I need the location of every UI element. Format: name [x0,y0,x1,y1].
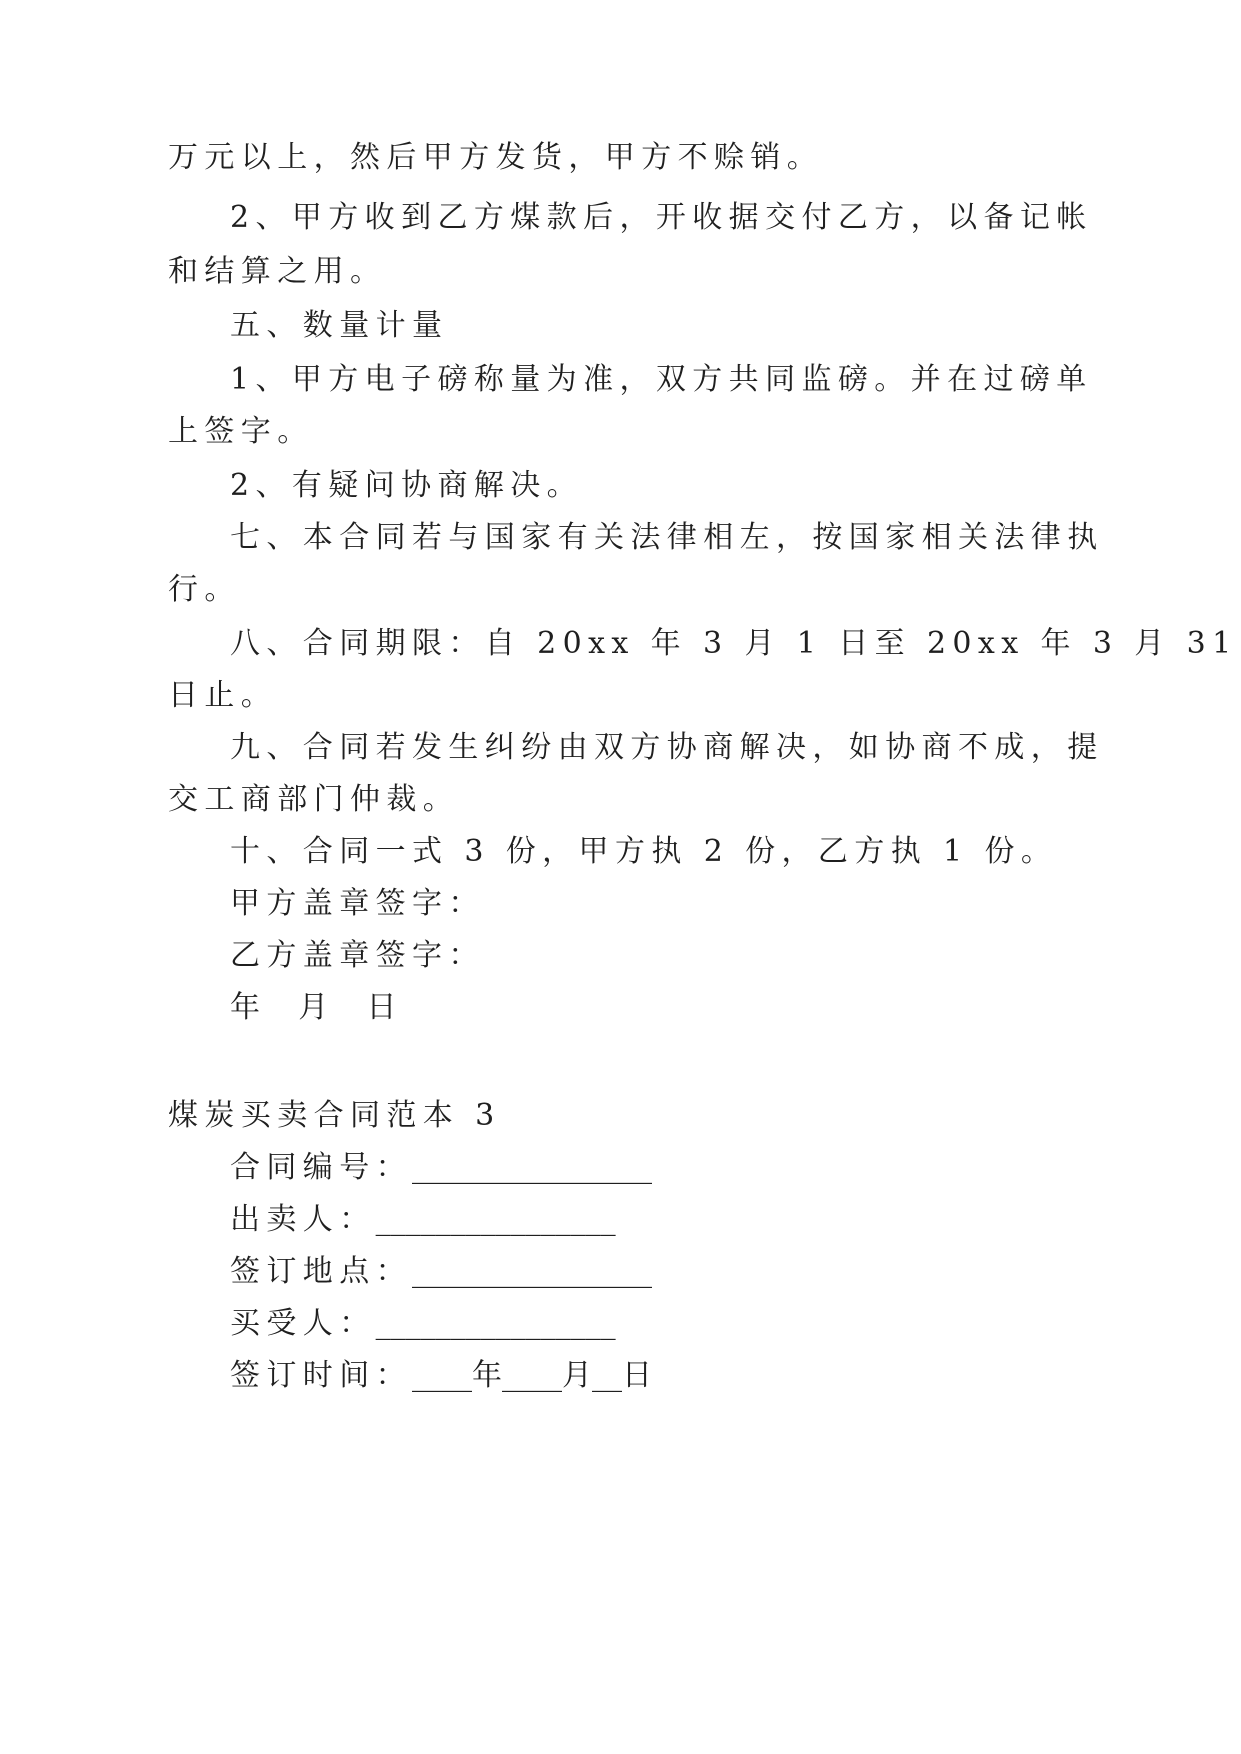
text-line: 上签字。 [168,414,314,449]
field-label: 签订时间： [230,1358,412,1393]
text-line: 万元以上，然后甲方发货，甲方不赊销。 [168,140,824,175]
seller-field [230,1200,616,1240]
field-blank: ________________ [412,1254,652,1289]
field-label: 买受人： [230,1306,376,1341]
text-line: 七、本合同若与国家有关法律相左，按国家相关法律执 [230,520,1104,555]
field-blank: ____年____月__日 [412,1358,652,1393]
field-label: 出卖人： [230,1202,376,1237]
signing-place-field [230,1252,652,1292]
signature-line-party-a: 甲方盖章签字： [230,886,485,921]
text-line: 日止。 [168,678,278,713]
buyer-field [230,1304,616,1344]
contract-number-field [230,1148,652,1188]
field-label: 合同编号： [230,1150,412,1185]
text-line: 2、甲方收到乙方煤款后，开收据交付乙方，以备记帐 [230,200,1093,235]
text-line: 交工商部门仲裁。 [168,782,460,817]
field-blank: ________________ [375,1202,616,1237]
signature-line-party-b: 乙方盖章签字： [230,938,485,973]
text-line: 十、合同一式 3 份，甲方执 2 份，乙方执 1 份。 [230,834,1058,869]
field-blank: ________________ [412,1150,652,1185]
field-label: 签订地点： [230,1254,412,1289]
text-line: 1、甲方电子磅称量为准，双方共同监磅。并在过磅单 [230,362,1093,397]
section-heading: 五、数量计量 [230,308,449,343]
text-line: 九、合同若发生纠纷由双方协商解决，如协商不成，提 [230,730,1104,765]
field-blank: ________________ [375,1306,616,1341]
text-line: 行。 [168,572,241,607]
text-line: 八、合同期限：自 20xx 年 3 月 1 日至 20xx 年 3 月 31 [230,626,1238,661]
text-line: 和结算之用。 [168,254,387,289]
date-line: 年 月 日 [230,990,403,1025]
section-title: 煤炭买卖合同范本 3 [168,1098,501,1133]
text-line: 2、有疑问协商解决。 [230,468,584,503]
signing-time-field [230,1356,652,1396]
